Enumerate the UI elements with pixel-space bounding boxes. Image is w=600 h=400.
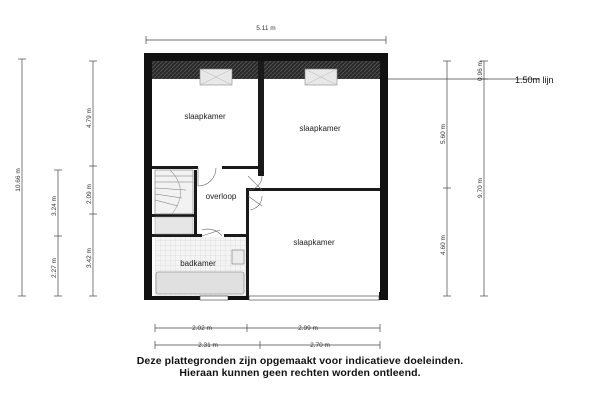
dim-top-width: 5.11 m: [256, 25, 276, 32]
dim-right-outer: 9.70 m: [477, 178, 484, 198]
dim-left-outer-upper: 3.24 m: [51, 196, 58, 216]
bathtub: [156, 272, 244, 294]
staircase: [155, 170, 193, 214]
disclaimer-line-1: Deze plattegronden zijn opgemaakt voor indicatieve doeleinden.: [136, 355, 464, 367]
dim-left-outer-lower: 2.27 m: [51, 258, 58, 278]
bottom-dimensions: [155, 324, 380, 349]
room-label-landing: overloop: [205, 192, 237, 201]
room-label-bedroom-right-bottom: slaapkamer: [293, 238, 335, 247]
dim-left-upper: 4.79 m: [86, 108, 93, 128]
dim-left-middle: 2.09 m: [86, 184, 93, 204]
right-dimensions: [388, 61, 540, 296]
disclaimer-line-2: Hieraan kunnen geen rechten worden ontleend.: [179, 367, 421, 379]
dim-overall-height: 10.66 m: [15, 168, 22, 192]
room-label-bedroom-left: slaapkamer: [184, 112, 226, 121]
dim-right-top-small: 0.96 m: [477, 61, 484, 81]
dim-bottom-left-outer: 2.31 m: [198, 342, 218, 349]
shower-area: [155, 217, 193, 234]
dim-left-inner-lower: 3.42 m: [86, 248, 93, 268]
dim-right-upper: 5.60 m: [440, 124, 447, 144]
sink: [232, 250, 244, 264]
height-line-label: 1.50m lijn: [515, 75, 554, 85]
dim-bottom-right-outer: 2.70 m: [310, 342, 330, 349]
dim-right-lower: 4.60 m: [440, 235, 447, 255]
dim-bottom-right-inner: 2.99 m: [298, 325, 318, 332]
top-dimension: [146, 36, 386, 44]
window-openings: [200, 296, 379, 300]
dim-bottom-left-inner: 2.02 m: [192, 325, 212, 332]
door-swings: [198, 168, 262, 236]
room-label-bedroom-right-top: slaapkamer: [299, 124, 341, 133]
room-label-bathroom: badkamer: [180, 259, 216, 268]
